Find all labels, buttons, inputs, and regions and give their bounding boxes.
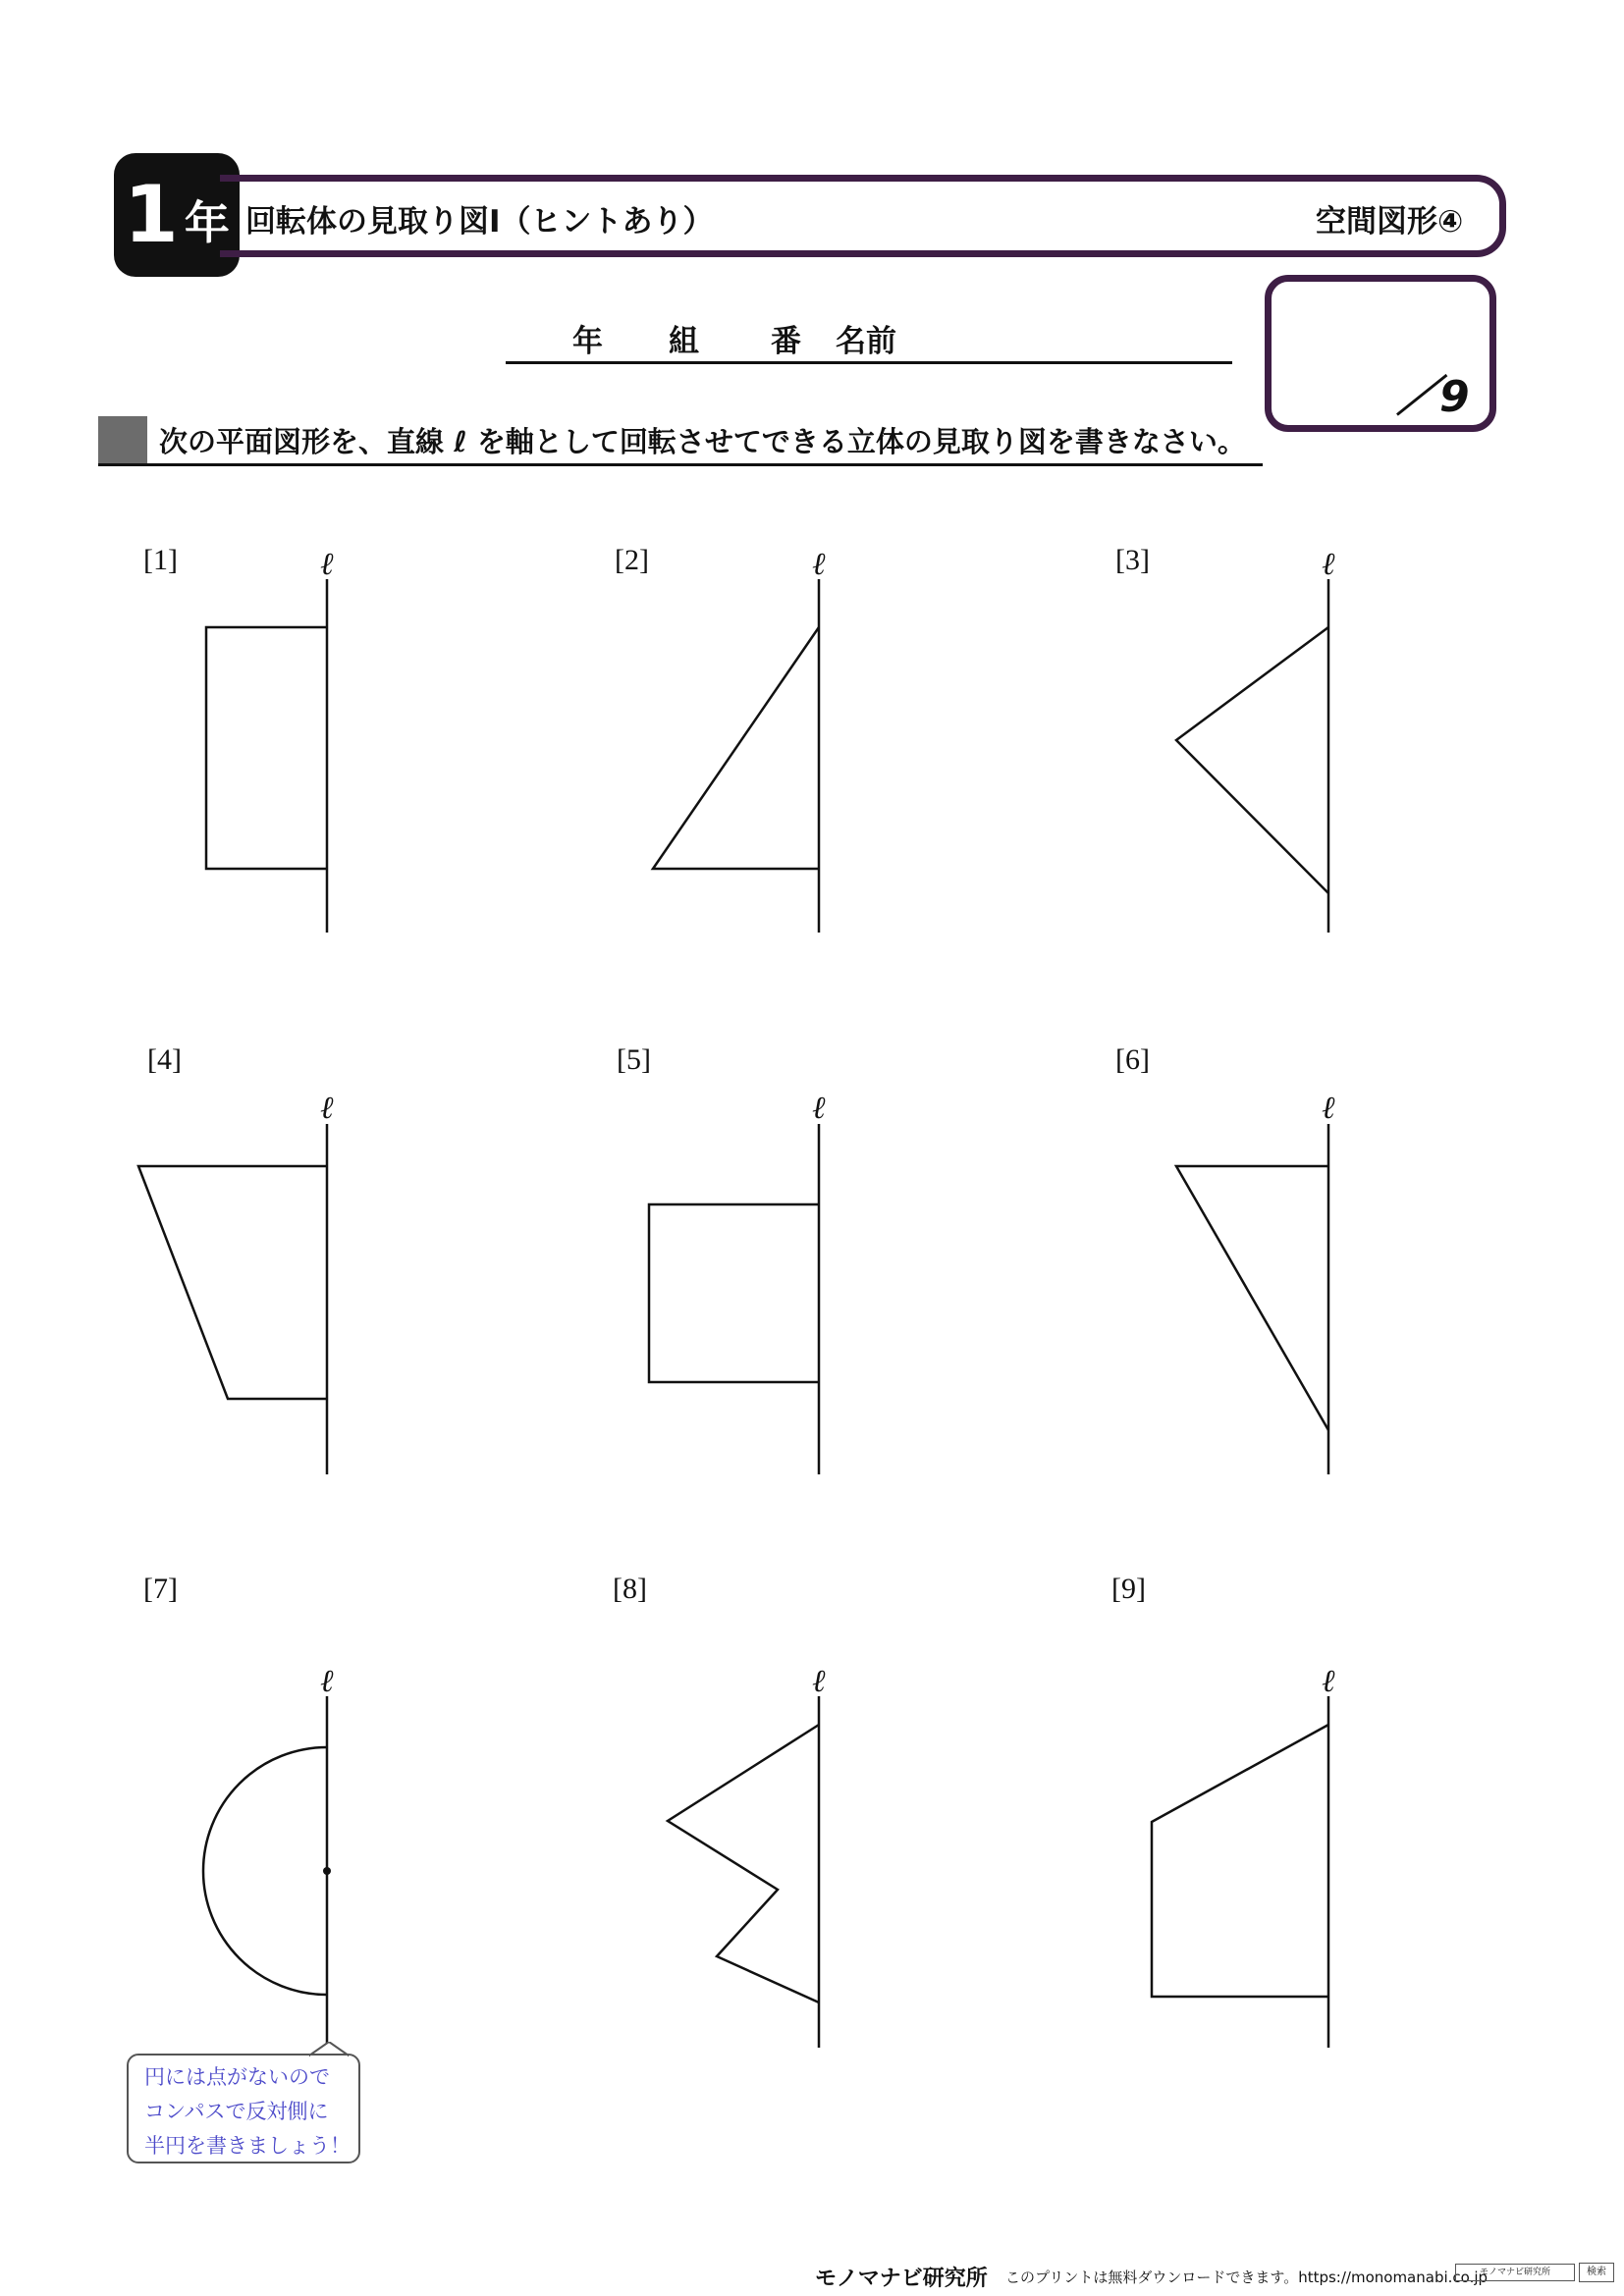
worksheet-title: 回転体の見取り図Ⅰ（ヒントあり） — [245, 204, 714, 240]
hint-bubble — [127, 2054, 360, 2163]
problem-label-3: [3] — [1115, 544, 1150, 576]
hint-line-1: 円には点がないので — [144, 2065, 330, 2089]
axis-label-3: ℓ — [1322, 546, 1335, 581]
axis-label-9: ℓ — [1322, 1663, 1335, 1698]
figure-square-5 — [649, 1204, 819, 1382]
figure-triangle-2 — [653, 627, 819, 869]
unit-label: 空間図形④ — [1316, 204, 1464, 240]
problem-label-1: [1] — [143, 544, 178, 576]
axis-label-5: ℓ — [812, 1090, 826, 1125]
axis-label-7: ℓ — [320, 1663, 334, 1698]
axis-label-8: ℓ — [812, 1663, 826, 1698]
figure-rectangle-1 — [206, 627, 327, 869]
grade-number: 1 — [124, 169, 179, 260]
number-label: 番 — [771, 324, 801, 359]
problem-label-8: [8] — [613, 1573, 647, 1605]
figure-triangle-3 — [1176, 627, 1328, 893]
footer-search-box: モノマナビ研究所 — [1455, 2264, 1575, 2281]
hint-line-2: コンパスで反対側に — [144, 2100, 329, 2123]
problem-label-4: [4] — [147, 1043, 182, 1076]
figure-trapezoid-9 — [1152, 1725, 1328, 1997]
axis-label-2: ℓ — [812, 546, 826, 581]
footer-note: このプリントは無料ダウンロードできます。https://monomanabi.co.jp — [1005, 2269, 1489, 2286]
year-label: 年 — [572, 324, 603, 359]
center-point-7 — [323, 1867, 331, 1875]
axis-label-1: ℓ — [320, 546, 334, 581]
axis-label-6: ℓ — [1322, 1090, 1335, 1125]
figure-polygon-8 — [668, 1725, 819, 2002]
grade-unit: 年 — [184, 196, 230, 249]
figure-triangle-6 — [1176, 1166, 1328, 1430]
problem-label-2: [2] — [615, 544, 649, 576]
hint-line-3: 半円を書きましょう！ — [144, 2134, 351, 2158]
score-total: ／9 — [1396, 372, 1470, 422]
problem-label-9: [9] — [1111, 1573, 1146, 1605]
class-label: 組 — [669, 324, 699, 359]
figure-semicircle-7 — [203, 1747, 327, 1995]
figure-trapezoid-4 — [138, 1166, 327, 1399]
footer-logo: モノマナビ研究所 — [815, 2267, 988, 2291]
problem-label-7: [7] — [143, 1573, 178, 1605]
instruction-text: 次の平面図形を、直線 ℓ を軸として回転させてできる立体の見取り図を書きなさい。 — [159, 425, 1246, 458]
axis-label-4: ℓ — [320, 1090, 334, 1125]
problem-label-6: [6] — [1115, 1043, 1150, 1076]
footer-search-button: 検索 — [1579, 2263, 1614, 2282]
name-label: 名前 — [836, 324, 896, 359]
problem-label-5: [5] — [617, 1043, 651, 1076]
